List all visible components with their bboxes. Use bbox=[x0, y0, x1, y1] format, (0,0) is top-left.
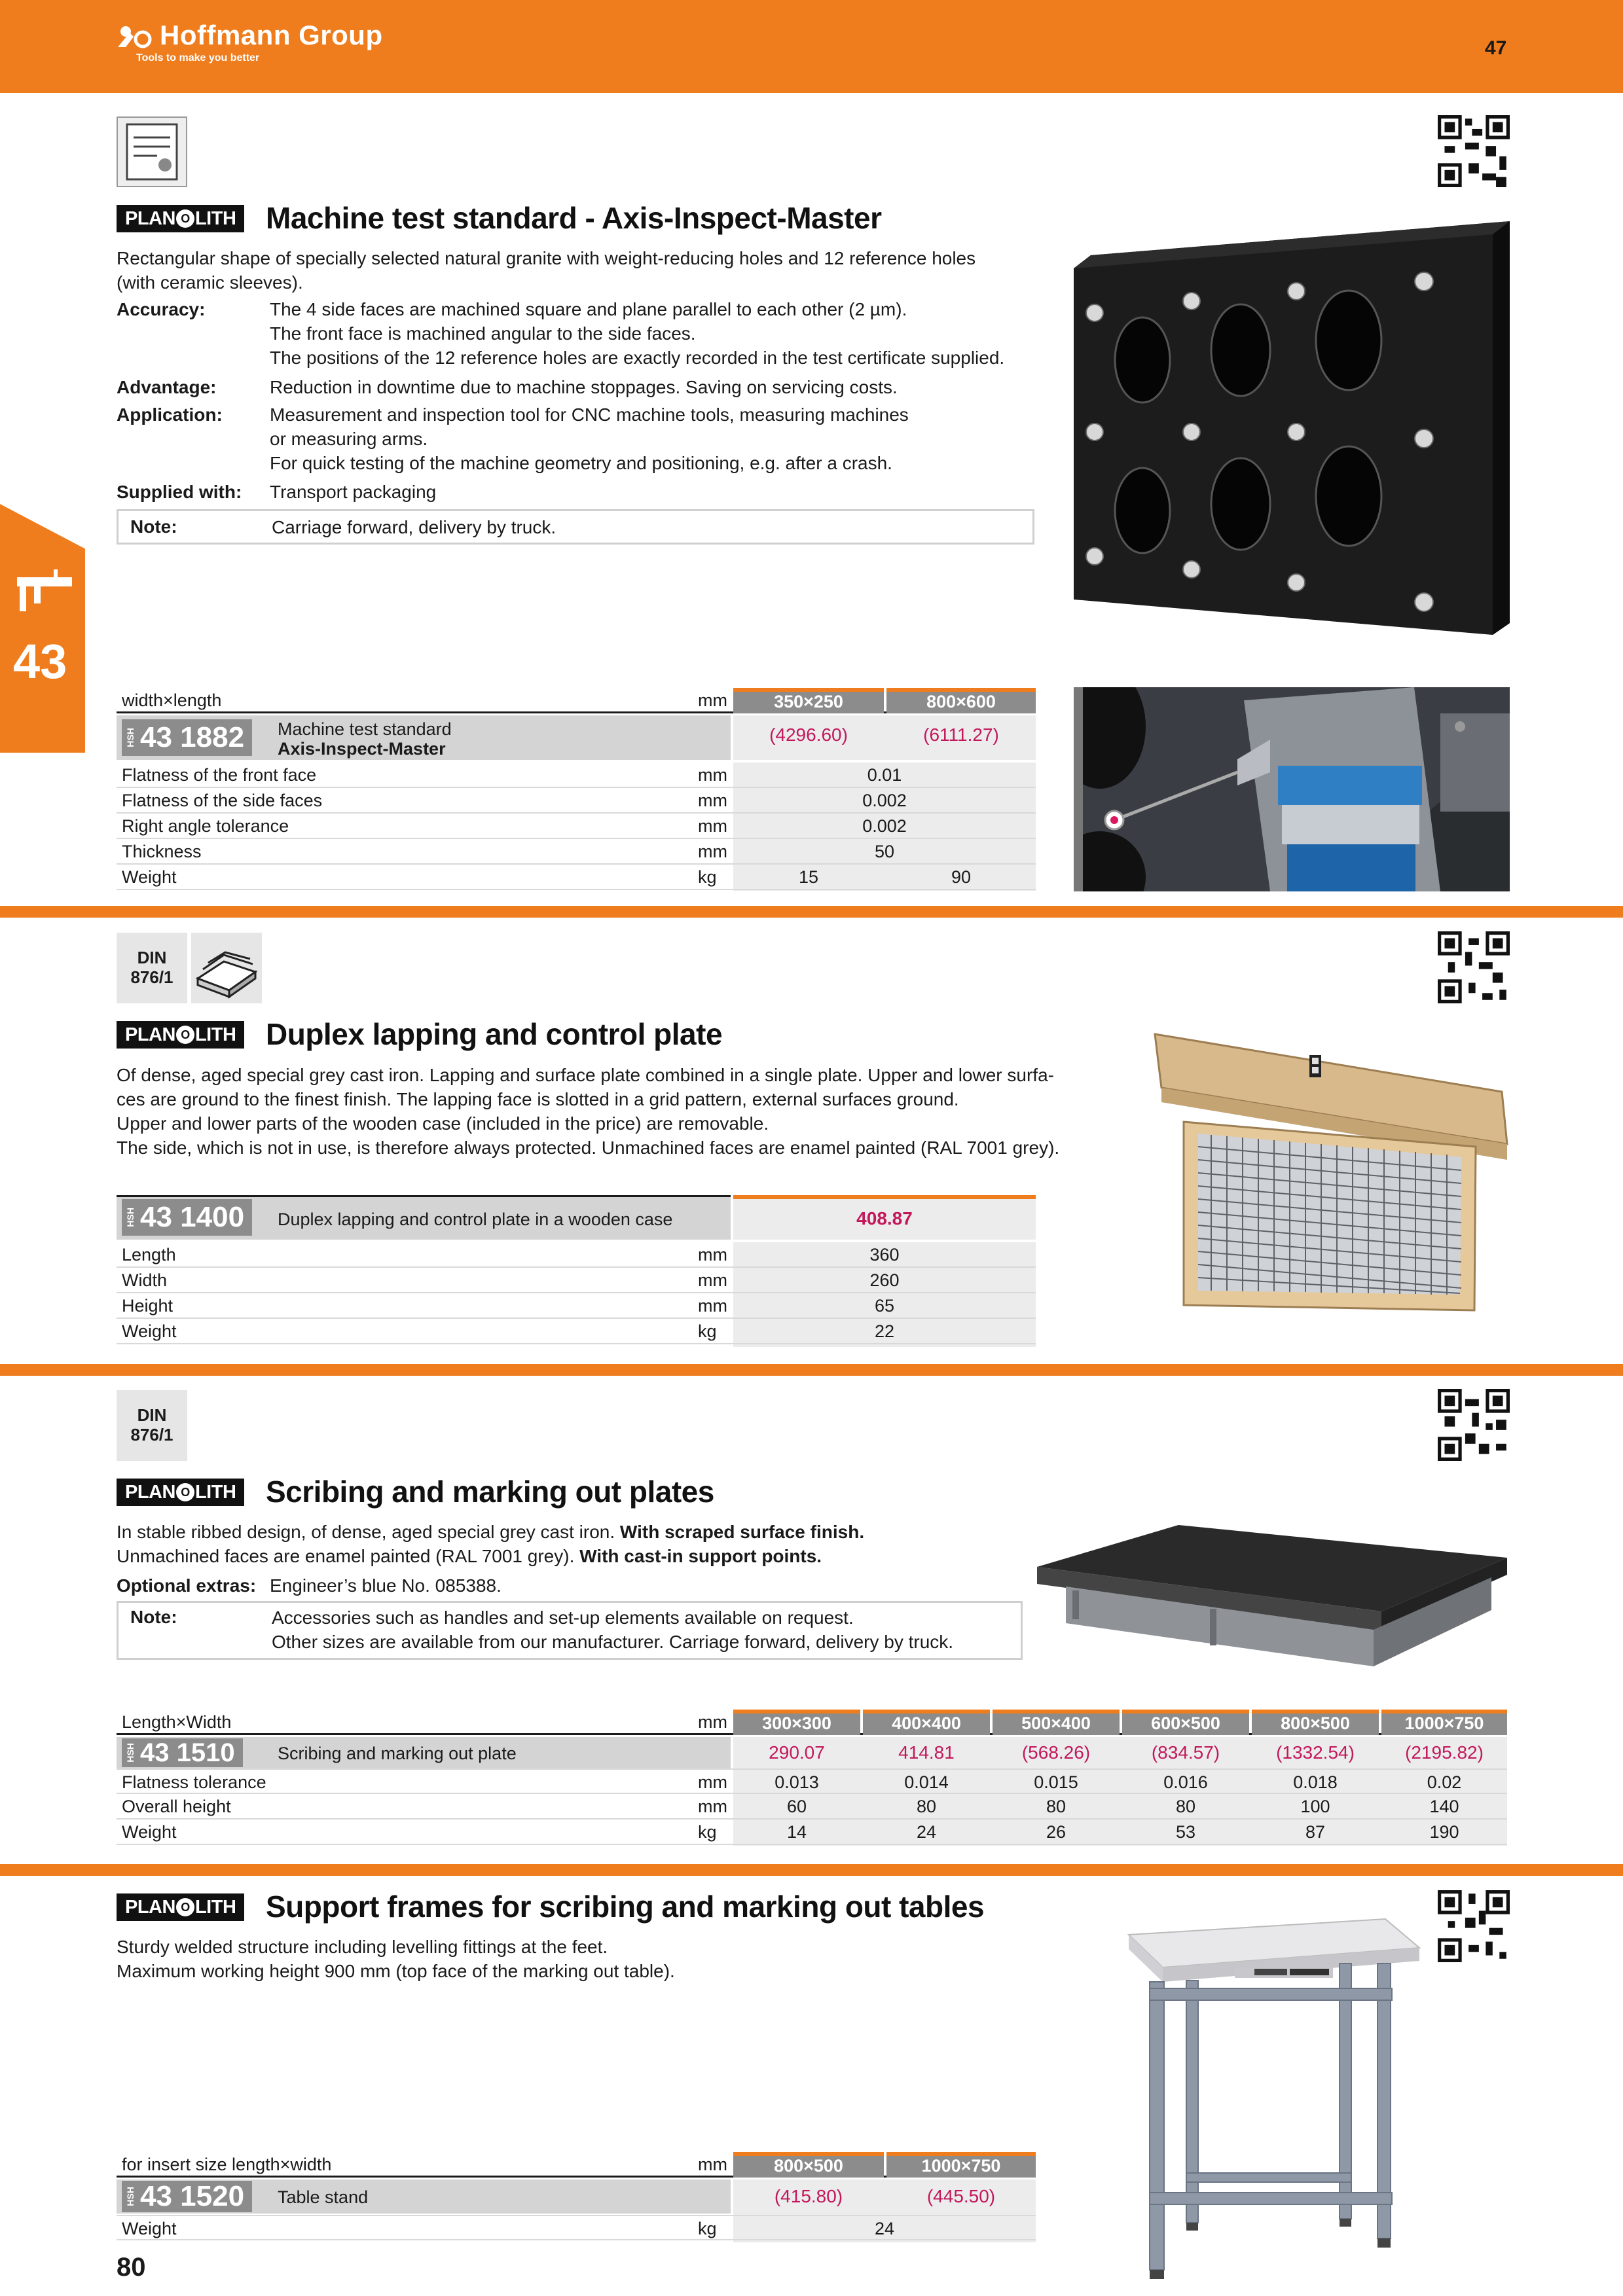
header-unit: mm bbox=[698, 1712, 727, 1732]
note-label: Note: bbox=[130, 516, 177, 537]
size-header: 600×500 bbox=[1122, 1710, 1249, 1735]
row-unit: mm bbox=[698, 816, 727, 836]
hoffmann-logo-icon bbox=[117, 22, 155, 48]
accuracy-label: Accuracy: bbox=[117, 299, 206, 319]
row-unit: mm bbox=[698, 1245, 727, 1265]
page-number-bottom: 80 bbox=[117, 2253, 146, 2282]
row-value: 0.01 bbox=[867, 765, 902, 785]
table-row bbox=[117, 1820, 1507, 1845]
price[interactable]: (6111.27) bbox=[923, 725, 999, 745]
row-label: Weight bbox=[122, 2219, 177, 2238]
row-value: 90 bbox=[951, 867, 972, 887]
application-text: Measurement and inspection tool for CNC machine tools, measuring machines or measuring arms. For quick testing of the machine geometry and positioning, e.g. after a crash. bbox=[270, 404, 909, 473]
qr-code-icon[interactable] bbox=[1438, 115, 1510, 187]
row-value: 100 bbox=[1300, 1797, 1330, 1816]
row-unit: mm bbox=[698, 1772, 727, 1792]
row-unit: kg bbox=[698, 1321, 717, 1341]
chapter-number: 43 bbox=[13, 634, 67, 689]
spec-table-431510 bbox=[117, 1710, 1507, 1848]
article-description: Table stand bbox=[278, 2187, 369, 2207]
qr-code-icon[interactable] bbox=[1438, 1389, 1510, 1461]
row-unit: mm bbox=[698, 842, 727, 861]
certificate-icon bbox=[117, 117, 187, 187]
table-stand-image bbox=[1123, 1918, 1425, 2284]
lapping-plate-icon bbox=[191, 933, 262, 1003]
application-label: Application: bbox=[117, 404, 223, 425]
product-description: Rectangular shape of specially selected natural granite with weight-reducing holes and 12 reference holes (with ceramic sleeves). bbox=[117, 248, 976, 293]
row-label: Thickness bbox=[122, 842, 202, 861]
row-value: 0.013 bbox=[775, 1772, 819, 1792]
page-number-top: 47 bbox=[1485, 37, 1507, 59]
price[interactable]: (568.26) bbox=[1021, 1742, 1091, 1763]
product-description: Of dense, aged special grey cast iron. Lapping and surface plate combined in a single plate. Upper and lower surfa- ces are ground to the finest finish. The lapping face is slotted in a grid pattern, external surfaces ground. Upper and lower parts of the wooden case (included in the price) are removable. The side, which is not in use, is therefore always protected. Unmachined faces are enamel painted (RAL 7001 grey). bbox=[117, 1065, 1060, 1158]
optional-extras-label: Optional extras: bbox=[117, 1575, 257, 1596]
supplied-text: Transport packaging bbox=[270, 482, 437, 502]
spec-table-431882 bbox=[117, 688, 1036, 891]
size-header: 800×600 bbox=[886, 688, 1036, 713]
table-header-row bbox=[117, 1710, 1507, 1735]
header-unit: mm bbox=[698, 691, 727, 710]
product-title: Support frames for scribing and marking out tables bbox=[266, 1890, 985, 1924]
price[interactable]: (415.80) bbox=[774, 2186, 843, 2206]
row-value: 0.02 bbox=[1427, 1772, 1462, 1792]
brand-logo[interactable] bbox=[117, 20, 383, 64]
row-label: Weight bbox=[122, 1822, 177, 1842]
advantage-text: Reduction in downtime due to machine stoppages. Saving on servicing costs. bbox=[270, 377, 898, 397]
table-row bbox=[117, 814, 1036, 839]
chapter-tab bbox=[0, 504, 85, 753]
note-text: Accessories such as handles and set-up elements available on request. Other sizes are available from our manufacturer. Carriage forward, delivery by truck. bbox=[272, 1607, 954, 1652]
section-divider bbox=[0, 906, 1623, 918]
planolith-brand-logo: PLAN O LITH bbox=[117, 1893, 244, 1921]
note-text: Carriage forward, delivery by truck. bbox=[272, 517, 556, 537]
row-label: Weight bbox=[122, 1321, 177, 1341]
size-header: 1000×750 bbox=[886, 2152, 1036, 2178]
advantage-label: Advantage: bbox=[117, 377, 217, 397]
row-value: 0.014 bbox=[904, 1772, 949, 1792]
granite-plate-image bbox=[1074, 216, 1512, 661]
size-header: 400×400 bbox=[863, 1710, 990, 1735]
product-title: Duplex lapping and control plate bbox=[266, 1017, 723, 1051]
row-value: 0.002 bbox=[862, 791, 907, 810]
row-value: 87 bbox=[1305, 1822, 1326, 1842]
row-value: 22 bbox=[874, 1321, 895, 1341]
row-unit: mm bbox=[698, 765, 727, 785]
table-header-row bbox=[117, 688, 1036, 713]
header-label: Length×Width bbox=[122, 1712, 232, 1732]
size-header: 500×400 bbox=[993, 1710, 1120, 1735]
row-value: 65 bbox=[874, 1296, 895, 1316]
row-value: 26 bbox=[1046, 1822, 1067, 1842]
size-header: 800×500 bbox=[733, 2152, 884, 2178]
planolith-brand-logo: PLAN O LITH bbox=[117, 1021, 244, 1049]
table-row bbox=[117, 1293, 1036, 1319]
price[interactable]: (2195.82) bbox=[1405, 1742, 1484, 1763]
product-description: Sturdy welded structure including levelling fittings at the feet. Maximum working height 900 mm (top face of the marking out table). bbox=[117, 1937, 675, 1981]
row-value: 14 bbox=[786, 1822, 807, 1842]
row-value: 0.015 bbox=[1034, 1772, 1078, 1792]
row-value: 24 bbox=[874, 2219, 895, 2238]
header-label: width×length bbox=[122, 691, 222, 710]
row-value: 190 bbox=[1429, 1822, 1459, 1842]
row-value: 140 bbox=[1429, 1797, 1459, 1816]
row-unit: mm bbox=[698, 1270, 727, 1290]
row-unit: kg bbox=[698, 2219, 717, 2238]
row-label: Flatness tolerance bbox=[122, 1772, 266, 1792]
price[interactable]: (4296.60) bbox=[769, 725, 848, 745]
row-label: Height bbox=[122, 1296, 173, 1316]
price[interactable]: (834.57) bbox=[1151, 1742, 1220, 1763]
accuracy-text: The 4 side faces are machined square and plane parallel to each other (2 µm). The front face is machined angular to the side faces. The positions of the 12 reference holes are exactly recorded in the test certificate supplied. bbox=[270, 299, 1005, 368]
planolith-brand-logo: PLAN O LITH bbox=[117, 1479, 244, 1506]
table-row bbox=[117, 1268, 1036, 1293]
row-value: 360 bbox=[869, 1245, 900, 1265]
article-number[interactable]: HSH 43 1400 bbox=[122, 1199, 252, 1236]
qr-code-icon[interactable] bbox=[1438, 931, 1510, 1003]
row-value: 53 bbox=[1175, 1822, 1196, 1842]
size-header: 800×500 bbox=[1252, 1710, 1379, 1735]
row-label: Overall height bbox=[122, 1797, 231, 1816]
row-label: Length bbox=[122, 1245, 176, 1265]
note-box bbox=[117, 1601, 1023, 1660]
row-value: 80 bbox=[916, 1797, 937, 1816]
table-row bbox=[117, 2215, 1036, 2240]
header-label: for insert size length×width bbox=[122, 2155, 332, 2174]
scribing-plate-image bbox=[1033, 1518, 1511, 1669]
probe-measurement-image bbox=[1074, 687, 1510, 891]
table-row bbox=[117, 1768, 1507, 1794]
header-unit: mm bbox=[698, 2155, 727, 2174]
size-header: 1000×750 bbox=[1381, 1710, 1507, 1735]
row-value: 0.002 bbox=[862, 816, 907, 836]
row-value: 80 bbox=[1046, 1797, 1067, 1816]
din-label: DIN 876/1 bbox=[130, 948, 173, 987]
table-row bbox=[117, 1242, 1036, 1268]
table-row bbox=[117, 788, 1036, 814]
section-divider bbox=[0, 1864, 1623, 1876]
table-row bbox=[117, 865, 1036, 890]
lapping-plate-case-image bbox=[1148, 1029, 1510, 1322]
table-header-row bbox=[117, 2152, 1036, 2178]
row-value: 0.018 bbox=[1293, 1772, 1338, 1792]
article-description: Duplex lapping and control plate in a wooden case bbox=[278, 1210, 673, 1229]
section-divider bbox=[0, 1364, 1623, 1376]
row-value: 60 bbox=[786, 1797, 807, 1816]
product-description: In stable ribbed design, of dense, aged special grey cast iron. With scraped surface finish. Unmachined faces are enamel painted (RAL 7001 grey). With cast-in support points. bbox=[117, 1522, 865, 1566]
product-title: Scribing and marking out plates bbox=[266, 1475, 714, 1509]
row-label: Flatness of the side faces bbox=[122, 791, 323, 810]
row-label: Right angle tolerance bbox=[122, 816, 289, 836]
row-unit: mm bbox=[698, 1797, 727, 1816]
row-value: 15 bbox=[798, 867, 819, 887]
price[interactable]: 414.81 bbox=[898, 1742, 955, 1763]
row-unit: mm bbox=[698, 791, 727, 810]
article-description: Scribing and marking out plate bbox=[278, 1744, 517, 1763]
article-number[interactable]: HSH 43 1520 bbox=[122, 2181, 252, 2212]
caliper-icon bbox=[14, 568, 75, 614]
row-unit: kg bbox=[698, 1822, 717, 1842]
article-number[interactable]: HSH 43 1510 bbox=[122, 1738, 243, 1767]
size-header: 300×300 bbox=[733, 1710, 860, 1735]
row-label: Weight bbox=[122, 867, 177, 887]
price[interactable]: (1332.54) bbox=[1276, 1742, 1355, 1763]
size-header: 350×250 bbox=[733, 688, 884, 713]
table-row bbox=[117, 839, 1036, 865]
row-value: 24 bbox=[916, 1822, 937, 1842]
din-label: DIN 876/1 bbox=[130, 1405, 173, 1444]
optional-extras-text: Engineer’s blue No. 085388. bbox=[270, 1575, 501, 1596]
row-unit: mm bbox=[698, 1296, 727, 1316]
article-number[interactable]: HSH 43 1882 bbox=[122, 719, 252, 756]
brand-name: Hoffmann Group bbox=[160, 20, 383, 50]
row-unit: kg bbox=[698, 867, 717, 887]
product-title: Machine test standard - Axis-Inspect-Master bbox=[266, 201, 882, 235]
spec-table-431520 bbox=[117, 2152, 1036, 2247]
row-label: Flatness of the front face bbox=[122, 765, 317, 785]
row-label: Width bbox=[122, 1270, 168, 1290]
qr-code-icon[interactable] bbox=[1438, 1890, 1510, 1962]
table-row bbox=[117, 1794, 1507, 1820]
note-label: Note: bbox=[130, 1607, 177, 1627]
note-box bbox=[117, 509, 1034, 545]
table-row bbox=[117, 1319, 1036, 1344]
article-description: Machine test standard Axis-Inspect-Master bbox=[278, 719, 452, 759]
price[interactable]: 408.87 bbox=[856, 1208, 913, 1229]
planolith-brand-logo: PLAN O LITH bbox=[117, 205, 244, 232]
table-row bbox=[117, 762, 1036, 788]
price[interactable]: (445.50) bbox=[926, 2186, 996, 2206]
row-value: 260 bbox=[869, 1270, 900, 1290]
spec-table-431400 bbox=[117, 1195, 1036, 1351]
row-value: 50 bbox=[874, 842, 895, 861]
supplied-label: Supplied with: bbox=[117, 482, 242, 502]
brand-tagline: Tools to make you better bbox=[136, 52, 260, 63]
row-value: 80 bbox=[1175, 1797, 1196, 1816]
row-value: 0.016 bbox=[1163, 1772, 1208, 1792]
region-label: GBP bbox=[1570, 33, 1582, 56]
price[interactable]: 290.07 bbox=[769, 1742, 825, 1763]
